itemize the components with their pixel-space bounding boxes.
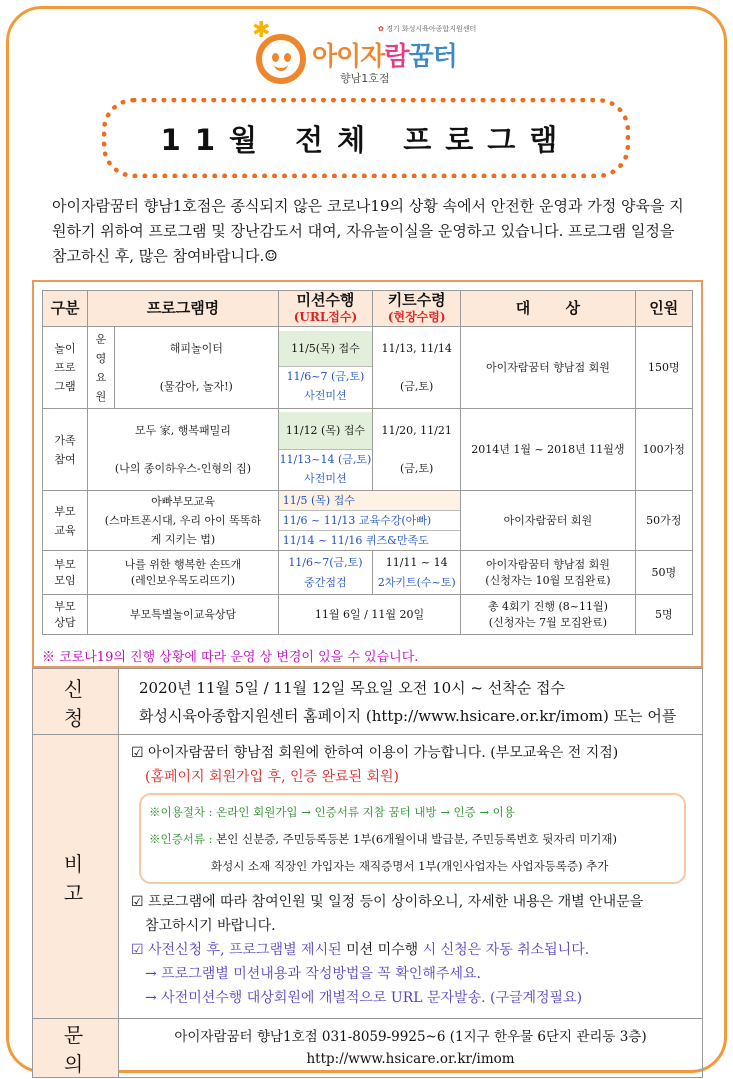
remarks-content — [119, 735, 703, 1019]
table-row — [43, 551, 693, 595]
row-program: 아빠부모교육 (스마트폰시대, 우리 아이 똑똑하게 지키는 법) — [88, 491, 279, 551]
documents-line: ※인증서류 : 본인 신분증, 주민등록등본 1부(6개월이내 발급분, 주민등록번호 뒷자리 미기재) — [149, 832, 618, 846]
row-kit: 11/11 ~ 14 2차키트(수~토) — [373, 551, 461, 595]
row-program: 나를 위한 행복한 손뜨개 (레인보우목도리뜨기) — [88, 551, 279, 595]
row-count: 5명 — [635, 595, 692, 635]
remark-schedule: ☑ 프로그램에 따라 참여인원 및 일정 등이 상이하오니, 자세한 내용은 개별 안내문을 — [131, 894, 644, 910]
row-target: 아이자람꿈터 향남점 회원 (신청자는 10월 모집완료) — [461, 551, 635, 595]
row-category: 놀이 프로 그램 — [43, 327, 88, 409]
logo-branch: 향남1호점 — [340, 72, 390, 85]
contact-url[interactable]: http://www.hsicare.or.kr/imom — [306, 1051, 515, 1067]
row-kit: 11/13, 11/14 (금,토) — [373, 327, 461, 409]
apply-method: 화성시육아종합지원센터 홈페이지 (http://www.hsicare.or.kr/imom) 또는 어플 — [139, 706, 677, 725]
contact-content — [119, 1019, 703, 1078]
row-count: 50가정 — [635, 491, 692, 551]
row-target: 2014년 1월 ~ 2018년 11월생 — [461, 409, 635, 491]
row-subcategory: 운 영 요 원 — [88, 327, 115, 409]
header-category: 구분 — [43, 291, 88, 327]
procedure-line: ※이용절차 : 온라인 회원가입 → 인증서류 지참 꿈터 내방 → 인증 → 이용 — [149, 805, 515, 819]
row-mission: 11/12 (목) 접수 11/13~14 (금,토) 사전미션 — [278, 409, 372, 491]
page-title: 11월 전체 프로그램 — [160, 122, 572, 157]
row-kit: 11/20, 11/21 (금,토) — [373, 409, 461, 491]
apply-label: 신청 — [33, 669, 119, 735]
table-row — [43, 491, 693, 551]
row-category: 가족 참여 — [43, 409, 88, 491]
row-target: 아이자람꿈터 향남점 회원 — [461, 327, 635, 409]
row-mission: 11/5 (목) 접수 11/6 ~ 11/13 교육수강(아빠) 11/14 ~ 11/16 퀴즈&만족도 — [278, 491, 460, 551]
header-kit: 키트수령 (현장수령) — [373, 291, 461, 327]
program-table-frame — [32, 280, 703, 668]
apply-date: 2020년 11월 5일 / 11월 12일 목요일 오전 10시 ~ 선착순 접수 — [139, 678, 565, 697]
header-count: 인원 — [635, 291, 692, 327]
remark-check: → 프로그램별 미션내용과 작성방법을 꼭 확인해주세요. — [145, 966, 481, 982]
row-target: 총 4회기 진행 (8~11월) (신청자는 7월 모집완료) — [461, 595, 635, 635]
documents-line-2: 화성시 소재 직장인 가입자는 재직증명서 1부(개인사업자는 사업자등록증) 추가 — [211, 859, 609, 873]
logo — [252, 20, 492, 92]
remarks-row — [33, 735, 703, 1019]
logo-name: 아이자람꿈터 — [312, 42, 457, 72]
header-mission: 미션수행 (URL접수) — [278, 291, 372, 327]
contact-label: 문의 — [33, 1019, 119, 1078]
remark-url: → 사전미션수행 대상회원에 개별적으로 URL 문자발송. (구글계정필요) — [145, 990, 583, 1006]
table-row — [43, 409, 693, 491]
row-count: 100가정 — [635, 409, 692, 491]
row-category: 부모 교육 — [43, 491, 88, 551]
procedure-box — [139, 793, 686, 884]
apply-row — [33, 669, 703, 735]
apply-content — [119, 669, 703, 735]
row-category: 부모 상담 — [43, 595, 88, 635]
remark-member-note: (홈페이지 회원가입 후, 인증 완료된 회원) — [145, 769, 400, 785]
title-box — [102, 98, 630, 178]
program-table — [42, 290, 693, 635]
remark-schedule-cont: 참고하시기 바랍니다. — [145, 918, 276, 934]
remark-cancel: ☑ 사전신청 후, 프로그램별 제시된 미션 미수행 시 신청은 자동 취소됩니다. — [131, 942, 590, 958]
row-program: 해피놀이터 (물감아, 놀자!) — [114, 327, 278, 409]
intro-text: 아이자람꿈터 향남1호점은 종식되지 않은 코로나19의 상황 속에서 안전한 운영과 가정 양육을 지원하기 위하여 프로그램 및 장난감도서 대여, 자유놀이실을 운영하고 있습니다. 프로그램 일정을 참고하신 후, 많은 참여바랍니다.☺ — [52, 197, 684, 265]
table-header-row — [43, 291, 693, 327]
smile-face-icon — [256, 34, 306, 84]
row-mission: 11/6~7(금,토) 중간점검 — [278, 551, 372, 595]
row-program: 부모특별놀이교육상담 — [88, 595, 279, 635]
row-count: 50명 — [635, 551, 692, 595]
remark-member: ☑ 아이자람꿈터 향남점 회원에 한하여 이용이 가능합니다. (부모교육은 전 지점) — [131, 745, 619, 761]
logo-subtitle: ✿ 경기 화성시육아종합지원센터 — [378, 25, 477, 33]
row-program: 모두 家, 행복패밀리 (나의 종이하우스-인형의 집) — [88, 409, 279, 491]
row-count: 150명 — [635, 327, 692, 409]
row-category: 부모 모임 — [43, 551, 88, 595]
remarks-label: 비고 — [33, 735, 119, 1019]
covid-note: ※ 코로나19의 진행 상황에 따라 운영 상 변경이 있을 수 있습니다. — [42, 650, 419, 665]
contact-row — [33, 1019, 703, 1078]
info-table — [32, 668, 703, 1078]
star-icon: ✱ — [252, 18, 271, 43]
row-schedule: 11월 6일 / 11월 20일 — [278, 595, 460, 635]
row-mission: 11/5(목) 접수 11/6~7 (금,토) 사전미션 — [278, 327, 372, 409]
table-row — [43, 595, 693, 635]
row-target: 아이자람꿈터 회원 — [461, 491, 635, 551]
header-target: 대 상 — [461, 291, 635, 327]
table-row — [43, 327, 693, 409]
contact-phone: 아이자람꿈터 향남1호점 031-8059-9925~6 (1지구 한우물 6단지 관리동 3층) — [174, 1029, 647, 1045]
header-program: 프로그램명 — [88, 291, 279, 327]
